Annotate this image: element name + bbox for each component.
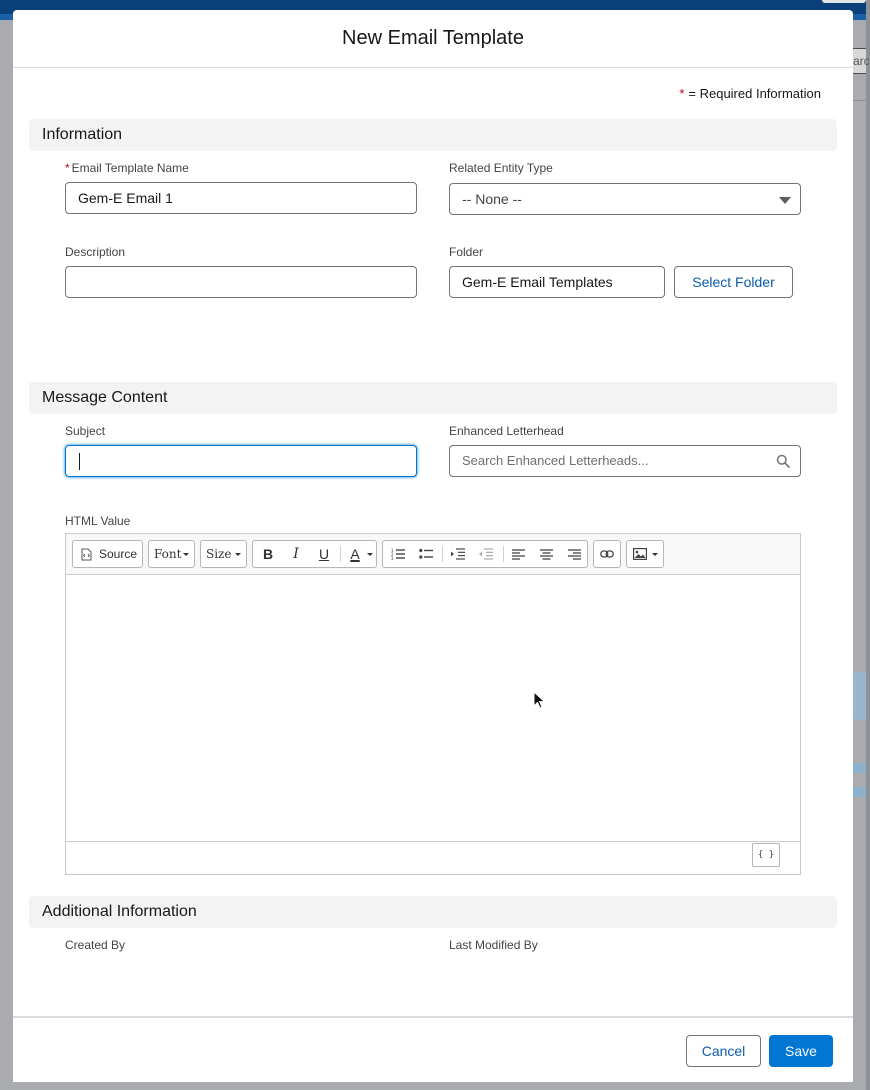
toolbar-separator [340,546,341,562]
modal-header [13,10,853,68]
background-top-button [822,0,866,3]
description-label: Description [65,245,126,259]
svg-text:2: 2 [391,552,394,557]
folder-input[interactable]: Gem-E Email Templates [449,266,665,298]
related-entity-type-value: -- None -- [462,191,522,207]
folder-label: Folder [449,245,484,259]
outdent-icon[interactable] [473,541,499,567]
related-entity-type-label: Related Entity Type [449,161,553,175]
created-by-label: Created By [65,938,126,952]
insert-image-button[interactable] [626,540,664,568]
last-modified-by-label: Last Modified By [449,938,538,952]
dropdown-arrow-icon [183,553,189,556]
mouse-cursor-icon [533,691,547,711]
modal-footer [13,1016,853,1082]
background-search-field: arc [850,48,866,74]
section-additional-information[interactable]: Additional Information [29,896,837,928]
indent-icon[interactable] [445,541,471,567]
subject-label: Subject [65,424,106,438]
toolbar-separator [503,546,504,562]
text-caret [79,453,80,470]
source-label: Source [98,547,138,561]
select-folder-button[interactable]: Select Folder [674,266,793,298]
new-email-template-modal [13,10,853,1082]
editor-footer [66,841,800,874]
section-message-content[interactable]: Message Content [29,382,837,414]
background-panel [852,672,866,720]
image-icon [631,541,649,567]
required-star: * [679,86,685,101]
enhanced-letterhead-search[interactable] [449,445,801,477]
dropdown-arrow-icon [367,553,373,556]
modal-title: New Email Template [342,27,524,49]
align-left-icon[interactable] [505,541,531,567]
numbered-list-icon[interactable] [385,541,411,567]
section-information[interactable]: Information [29,119,837,151]
svg-text:1: 1 [391,548,394,553]
html-value-label: HTML Value [65,514,131,528]
bulleted-list-icon[interactable] [413,541,439,567]
underline-button[interactable]: U [318,546,330,562]
background-bar [852,763,866,773]
merge-field-button[interactable]: { } [752,843,780,867]
subject-input[interactable] [65,445,417,477]
bold-button[interactable]: B [262,546,274,562]
template-name-input[interactable]: Gem-E Email 1 [65,182,417,214]
required-note-text: = Required Information [688,86,821,101]
editor-toolbar [66,534,800,575]
cancel-button[interactable]: Cancel [686,1035,761,1067]
search-icon [776,454,790,468]
align-center-icon[interactable] [533,541,559,567]
italic-button[interactable]: I [293,546,299,562]
font-dropdown-label: Font [154,547,182,561]
align-right-icon[interactable] [561,541,587,567]
link-icon [594,541,620,567]
required-star: * [65,161,70,175]
required-info-note [679,86,821,101]
template-name-label [65,161,189,175]
svg-text:3: 3 [391,556,394,561]
size-dropdown-label: Size [206,547,232,561]
description-input[interactable] [65,266,417,298]
dropdown-arrow-icon [235,553,241,556]
link-button[interactable] [593,540,621,568]
text-color-button[interactable]: A [350,546,360,562]
editor-content-area[interactable] [66,575,800,841]
source-icon [79,541,93,567]
letterhead-search-placeholder: Search Enhanced Letterheads... [462,453,649,468]
html-editor [65,533,801,875]
toolbar-separator [442,546,443,562]
dropdown-arrow-icon [652,553,658,556]
source-button[interactable] [72,540,143,568]
paragraph-group [382,540,588,568]
size-dropdown[interactable] [200,540,247,568]
background-bar [852,787,866,797]
text-style-group [252,540,377,568]
enhanced-letterhead-label: Enhanced Letterhead [449,424,564,438]
save-button[interactable]: Save [769,1035,833,1067]
template-name-label-text: Email Template Name [71,161,189,175]
font-dropdown[interactable] [148,540,195,568]
chevron-down-icon [779,197,791,204]
related-entity-type-select[interactable] [449,183,801,215]
